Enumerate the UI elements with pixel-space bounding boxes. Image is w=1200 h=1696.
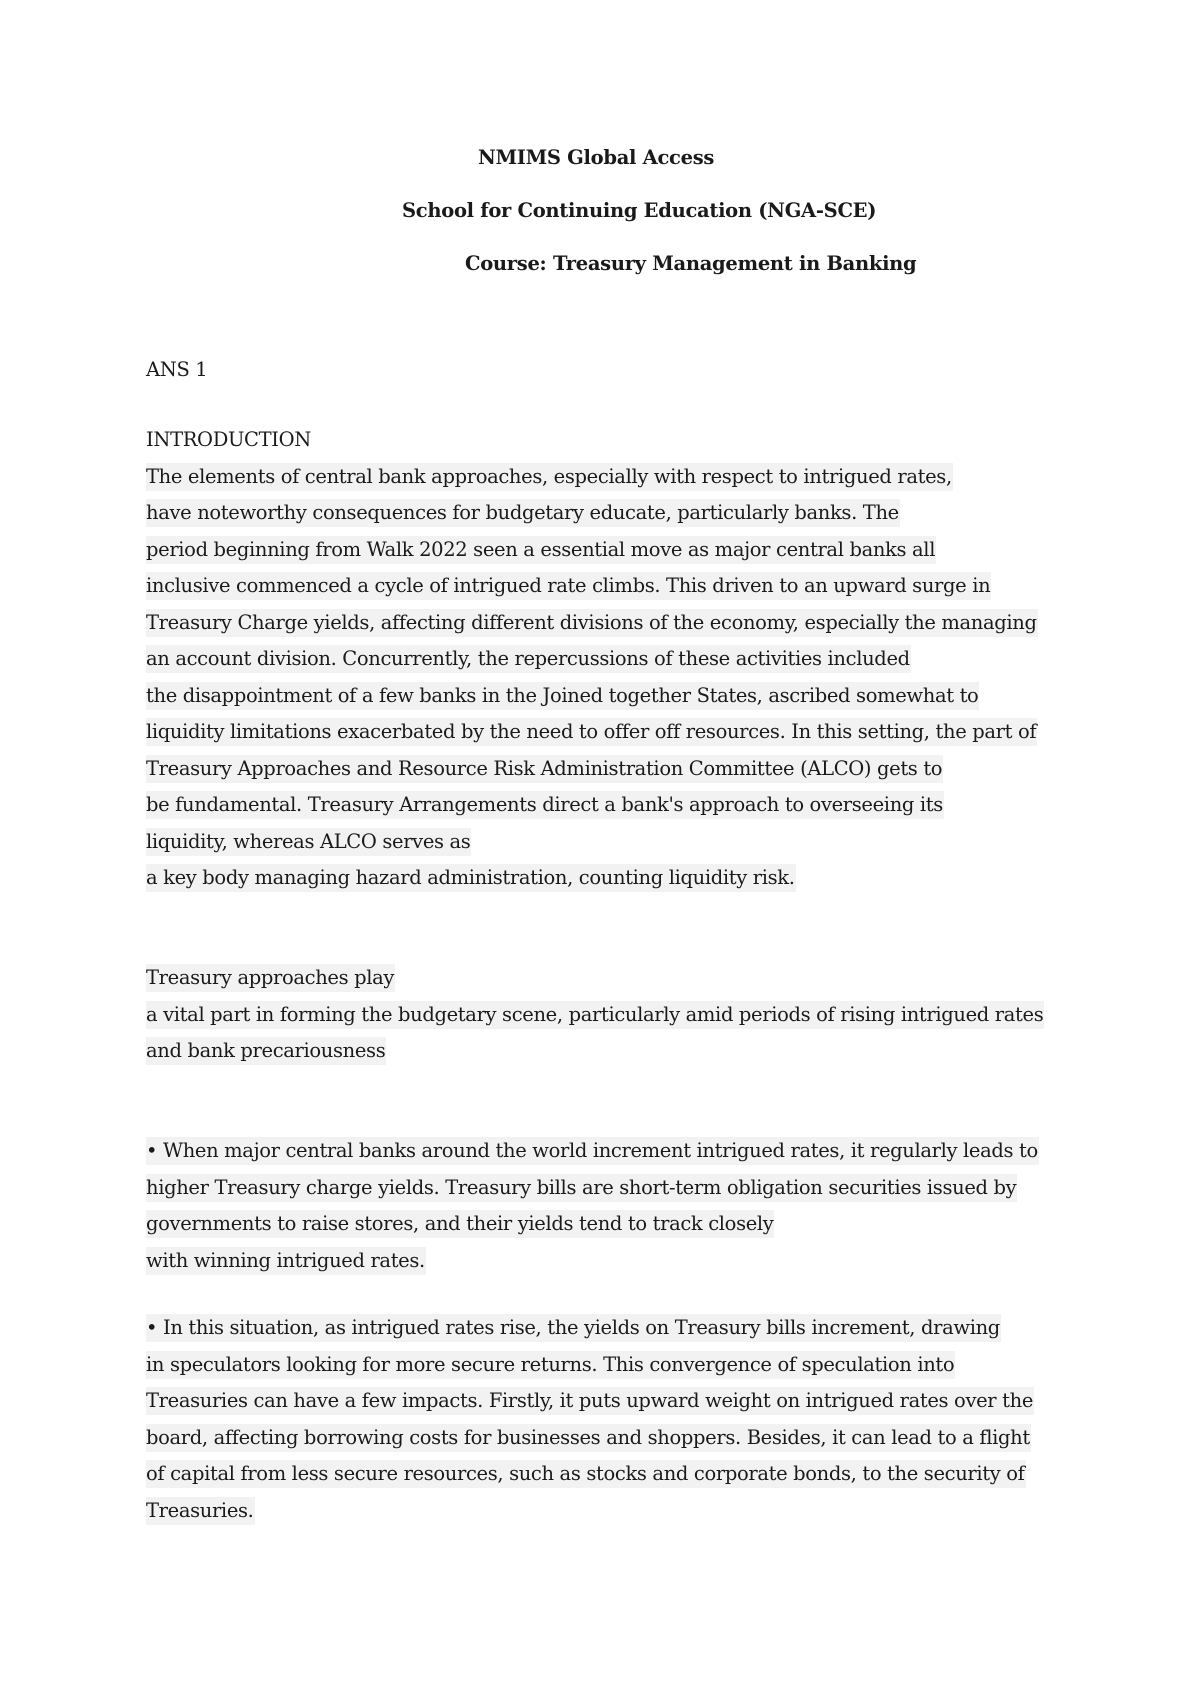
bullet2-line: • In this situation, as intrigued rates rise, the yields on Treasury bills increment, drawing (146, 1314, 1001, 1342)
bullet2-line: of capital from less secure resources, such as stocks and corporate bonds, to the security of (146, 1460, 1026, 1488)
intro-line: Treasury Charge yields, affecting different divisions of the economy, especially the managing (146, 609, 1038, 637)
bullet1-line: higher Treasury charge yields. Treasury bills are short-term obligation securities issued by (146, 1174, 1017, 1202)
intro-section (146, 422, 1038, 897)
bullet1-line: governments to raise stores, and their yields tend to track closely (146, 1210, 774, 1238)
intro-line: The elements of central bank approaches, especially with respect to intrigued rates, (146, 463, 953, 491)
para2-line: Treasury approaches play (146, 964, 395, 992)
intro-line: liquidity, whereas ALCO serves as (146, 828, 471, 856)
bullet2-line: Treasuries can have a few impacts. Firstly, it puts upward weight on intrigued rates over the (146, 1387, 1034, 1415)
intro-line: an account division. Concurrently, the repercussions of these activities included (146, 645, 911, 673)
bullet2-line: board, affecting borrowing costs for businesses and shoppers. Besides, it can lead to a flight (146, 1424, 1031, 1452)
school-title: School for Continuing Education (NGA-SCE) (402, 199, 877, 222)
course-title: Course: Treasury Management in Banking (465, 252, 917, 275)
answer-label: ANS 1 (146, 358, 208, 381)
bullet1-line: with winning intrigued rates. (146, 1247, 426, 1275)
institution-title: NMIMS Global Access (478, 146, 715, 169)
intro-line: liquidity limitations exacerbated by the need to offer off resources. In this setting, the part of (146, 718, 1037, 746)
answer-label-block (146, 352, 207, 389)
bullet1-line: • When major central banks around the world increment intrigued rates, it regularly leads to (146, 1137, 1039, 1165)
para2-line: a vital part in forming the budgetary scene, particularly amid periods of rising intrigued rates (146, 1001, 1044, 1029)
intro-line: a key body managing hazard administration, counting liquidity risk. (146, 864, 796, 892)
intro-line: Treasury Approaches and Resource Risk Administration Committee (ALCO) gets to (146, 755, 943, 783)
para2-line: and bank precariousness (146, 1037, 386, 1065)
intro-heading: INTRODUCTION (146, 428, 311, 451)
paragraph-2 (146, 960, 1044, 1070)
bullet-1 (146, 1133, 1039, 1279)
bullet-2 (146, 1310, 1034, 1529)
intro-line: inclusive commenced a cycle of intrigued rate climbs. This driven to an upward surge in (146, 572, 991, 600)
bullet2-line: Treasuries. (146, 1497, 255, 1525)
bullet2-line: in speculators looking for more secure returns. This convergence of speculation into (146, 1351, 955, 1379)
intro-line: be fundamental. Treasury Arrangements direct a bank's approach to overseeing its (146, 791, 944, 819)
intro-line: have noteworthy consequences for budgetary educate, particularly banks. The (146, 499, 900, 527)
intro-line: the disappointment of a few banks in the Joined together States, ascribed somewhat to (146, 682, 979, 710)
intro-line: period beginning from Walk 2022 seen a essential move as major central banks all (146, 536, 936, 564)
